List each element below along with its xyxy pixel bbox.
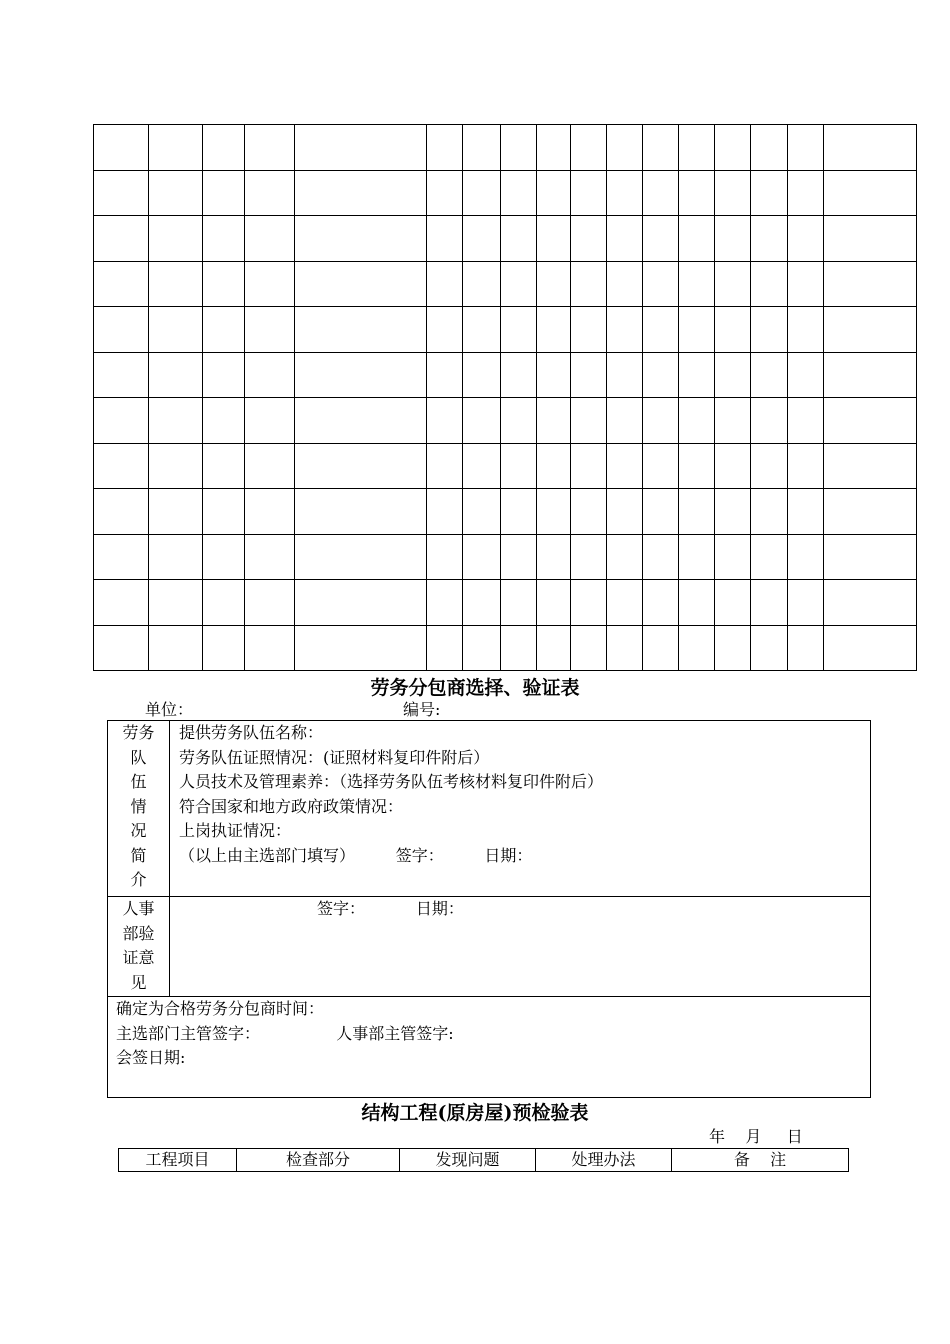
grid-cell <box>607 261 643 307</box>
grid-cell <box>751 443 788 489</box>
grid-cell <box>537 352 571 398</box>
grid-cell <box>245 489 295 535</box>
team-name-field: 提供劳务队伍名称： <box>179 723 324 742</box>
grid-cell <box>245 398 295 444</box>
header-project: 工程项目 <box>119 1149 237 1172</box>
grid-cell <box>679 534 715 580</box>
qualified-date-field: 确定为合格劳务分包商时间： <box>116 999 325 1018</box>
grid-cell <box>501 443 537 489</box>
grid-cell <box>715 489 751 535</box>
grid-cell <box>501 261 537 307</box>
grid-cell <box>824 352 917 398</box>
grid-cell <box>824 534 917 580</box>
grid-cell <box>679 125 715 171</box>
grid-cell <box>94 489 149 535</box>
grid-cell <box>824 580 917 626</box>
grid-cell <box>203 398 245 444</box>
grid-cell <box>94 307 149 353</box>
grid-cell <box>203 352 245 398</box>
grid-cell <box>94 261 149 307</box>
grid-cell <box>571 534 607 580</box>
grid-cell <box>571 125 607 171</box>
grid-cell <box>94 170 149 216</box>
grid-cell <box>751 261 788 307</box>
grid-cell <box>679 443 715 489</box>
grid-cell <box>751 170 788 216</box>
grid-cell <box>149 489 203 535</box>
grid-cell <box>607 398 643 444</box>
header-remarks: 备 注 <box>672 1149 849 1172</box>
grid-cell <box>149 398 203 444</box>
grid-cell <box>643 352 679 398</box>
grid-cell <box>751 489 788 535</box>
grid-cell <box>149 352 203 398</box>
countersign-date-field: 会签日期: <box>116 1048 186 1067</box>
header-resolution: 处理办法 <box>536 1149 672 1172</box>
grid-cell <box>715 625 751 671</box>
grid-cell <box>501 125 537 171</box>
hr-sign-line: 签字： 日期： <box>317 899 464 918</box>
grid-cell <box>607 170 643 216</box>
grid-cell <box>203 580 245 626</box>
grid-cell <box>463 534 501 580</box>
grid-cell <box>537 534 571 580</box>
team-profile-content <box>170 721 871 897</box>
grid-cell <box>715 216 751 262</box>
grid-cell <box>427 307 463 353</box>
inspection-form-title: 结构工程(原房屋)预检验表 <box>361 1102 589 1124</box>
grid-cell <box>295 307 427 353</box>
grid-cell <box>501 534 537 580</box>
grid-cell <box>427 352 463 398</box>
grid-cell <box>751 398 788 444</box>
grid-cell <box>607 534 643 580</box>
grid-cell <box>824 398 917 444</box>
grid-cell <box>245 216 295 262</box>
certification-field: 上岗执证情况： <box>179 821 292 840</box>
grid-cell <box>824 216 917 262</box>
grid-cell <box>463 352 501 398</box>
label-char: 人事 <box>122 899 155 918</box>
grid-cell <box>537 170 571 216</box>
grid-cell <box>537 216 571 262</box>
grid-cell <box>643 216 679 262</box>
grid-cell <box>427 261 463 307</box>
grid-cell <box>149 580 203 626</box>
grid-cell <box>679 307 715 353</box>
grid-cell <box>788 489 824 535</box>
grid-cell <box>751 307 788 353</box>
grid-cell <box>571 261 607 307</box>
grid-cell <box>463 443 501 489</box>
grid-cell <box>149 443 203 489</box>
team-profile-label <box>108 721 170 897</box>
label-char: 劳务 <box>122 723 155 742</box>
grid-cell <box>427 216 463 262</box>
grid-cell <box>751 352 788 398</box>
label-char: 见 <box>130 972 147 992</box>
label-char: 况 <box>130 821 147 840</box>
grid-cell <box>788 307 824 353</box>
grid-cell <box>295 534 427 580</box>
grid-cell <box>607 580 643 626</box>
label-char: 情 <box>130 796 147 816</box>
grid-cell <box>203 125 245 171</box>
grid-cell <box>715 307 751 353</box>
grid-cell <box>571 398 607 444</box>
grid-cell <box>149 625 203 671</box>
grid-cell <box>245 443 295 489</box>
grid-cell <box>427 580 463 626</box>
grid-row <box>94 625 917 671</box>
header-inspected-part: 检查部分 <box>237 1149 400 1172</box>
label-char: 部验 <box>122 923 155 943</box>
grid-cell <box>715 398 751 444</box>
grid-cell <box>607 216 643 262</box>
grid-cell <box>245 170 295 216</box>
grid-cell <box>788 534 824 580</box>
grid-cell <box>607 625 643 671</box>
grid-cell <box>571 170 607 216</box>
grid-cell <box>203 261 245 307</box>
grid-cell <box>571 580 607 626</box>
grid-cell <box>679 489 715 535</box>
grid-cell <box>295 443 427 489</box>
grid-cell <box>149 261 203 307</box>
grid-cell <box>295 398 427 444</box>
grid-cell <box>427 443 463 489</box>
subcontractor-form-title: 劳务分包商选择、验证表 <box>370 677 580 699</box>
grid-cell <box>295 489 427 535</box>
grid-cell <box>295 261 427 307</box>
grid-cell <box>463 261 501 307</box>
grid-cell <box>679 352 715 398</box>
grid-cell <box>571 216 607 262</box>
grid-cell <box>203 216 245 262</box>
grid-cell <box>679 580 715 626</box>
grid-cell <box>788 125 824 171</box>
grid-row <box>94 443 917 489</box>
grid-cell <box>824 307 917 353</box>
label-char: 伍 <box>130 772 147 791</box>
grid-cell <box>571 489 607 535</box>
grid-cell <box>94 625 149 671</box>
grid-cell <box>824 261 917 307</box>
grid-cell <box>427 489 463 535</box>
grid-cell <box>537 125 571 171</box>
grid-cell <box>607 125 643 171</box>
grid-cell <box>295 625 427 671</box>
grid-cell <box>643 580 679 626</box>
grid-cell <box>501 580 537 626</box>
grid-row <box>94 261 917 307</box>
grid-cell <box>245 307 295 353</box>
grid-cell <box>427 534 463 580</box>
grid-row <box>94 216 917 262</box>
grid-cell <box>679 216 715 262</box>
unit-label: 单位： <box>145 700 194 719</box>
grid-cell <box>149 307 203 353</box>
grid-cell <box>427 125 463 171</box>
grid-cell <box>679 398 715 444</box>
grid-row <box>94 580 917 626</box>
grid-cell <box>463 580 501 626</box>
grid-cell <box>203 534 245 580</box>
label-char: 介 <box>130 870 147 889</box>
grid-cell <box>643 534 679 580</box>
grid-cell <box>295 352 427 398</box>
grid-cell <box>203 443 245 489</box>
grid-cell <box>715 443 751 489</box>
grid-cell <box>463 216 501 262</box>
grid-cell <box>295 216 427 262</box>
number-label: 编号: <box>403 700 441 719</box>
grid-cell <box>501 625 537 671</box>
grid-cell <box>788 398 824 444</box>
license-status-field: 劳务队伍证照情况：(证照材料复印件附后） <box>179 747 490 767</box>
grid-cell <box>788 170 824 216</box>
grid-cell <box>571 625 607 671</box>
grid-cell <box>149 534 203 580</box>
grid-cell <box>643 398 679 444</box>
grid-cell <box>679 170 715 216</box>
grid-cell <box>571 443 607 489</box>
grid-cell <box>295 170 427 216</box>
inspection-table <box>118 1148 849 1172</box>
policy-compliance-field: 符合国家和地方政府政策情况： <box>179 796 404 816</box>
grid-row <box>94 489 917 535</box>
grid-cell <box>295 580 427 626</box>
grid-cell <box>245 580 295 626</box>
grid-row <box>94 307 917 353</box>
grid-cell <box>824 489 917 535</box>
grid-cell <box>824 170 917 216</box>
grid-cell <box>679 625 715 671</box>
supervisor-sign-line: 主选部门主管签字： 人事部主管签字: <box>116 1023 454 1043</box>
grid-cell <box>501 170 537 216</box>
grid-cell <box>463 489 501 535</box>
grid-cell <box>537 625 571 671</box>
grid-cell <box>788 261 824 307</box>
grid-cell <box>751 534 788 580</box>
grid-cell <box>715 352 751 398</box>
grid-cell <box>295 125 427 171</box>
grid-cell <box>501 216 537 262</box>
grid-cell <box>203 307 245 353</box>
grid-row <box>94 170 917 216</box>
primary-dept-sign-line: （以上由主选部门填写） 签字： 日期： <box>179 845 533 865</box>
grid-row <box>94 398 917 444</box>
grid-cell <box>94 125 149 171</box>
grid-cell <box>643 261 679 307</box>
grid-cell <box>607 489 643 535</box>
grid-cell <box>537 261 571 307</box>
grid-cell <box>715 261 751 307</box>
grid-cell <box>607 443 643 489</box>
label-char: 证意 <box>122 948 155 967</box>
grid-cell <box>203 170 245 216</box>
grid-cell <box>245 534 295 580</box>
grid-cell <box>537 580 571 626</box>
grid-cell <box>245 125 295 171</box>
grid-cell <box>245 261 295 307</box>
grid-cell <box>607 307 643 353</box>
grid-cell <box>463 398 501 444</box>
grid-cell <box>203 489 245 535</box>
grid-cell <box>715 170 751 216</box>
grid-cell <box>788 625 824 671</box>
grid-cell <box>245 625 295 671</box>
grid-cell <box>788 443 824 489</box>
grid-cell <box>149 170 203 216</box>
grid-cell <box>463 125 501 171</box>
subcontractor-form-table <box>107 720 871 1098</box>
label-char: 简 <box>130 845 147 865</box>
inspection-date-line: 年 月 日 <box>709 1127 803 1146</box>
grid-cell <box>537 489 571 535</box>
grid-cell <box>94 398 149 444</box>
grid-cell <box>715 580 751 626</box>
grid-cell <box>149 216 203 262</box>
grid-cell <box>537 443 571 489</box>
hr-verification-content <box>170 897 871 997</box>
blank-grid-table <box>93 124 917 671</box>
grid-cell <box>203 625 245 671</box>
grid-cell <box>94 580 149 626</box>
grid-cell <box>643 307 679 353</box>
staff-quality-field: 人员技术及管理素养：（选择劳务队伍考核材料复印件附后） <box>179 772 604 791</box>
grid-row <box>94 534 917 580</box>
grid-cell <box>537 398 571 444</box>
grid-cell <box>501 398 537 444</box>
grid-cell <box>94 216 149 262</box>
grid-cell <box>245 352 295 398</box>
grid-cell <box>751 125 788 171</box>
grid-cell <box>501 307 537 353</box>
grid-cell <box>463 625 501 671</box>
grid-cell <box>427 398 463 444</box>
grid-cell <box>824 125 917 171</box>
grid-cell <box>751 216 788 262</box>
grid-cell <box>607 352 643 398</box>
label-char: 队 <box>130 747 147 767</box>
grid-cell <box>751 625 788 671</box>
grid-cell <box>751 580 788 626</box>
grid-cell <box>537 307 571 353</box>
grid-cell <box>643 625 679 671</box>
grid-cell <box>824 443 917 489</box>
grid-row <box>94 352 917 398</box>
grid-cell <box>643 170 679 216</box>
qualification-confirmation <box>108 997 871 1098</box>
grid-cell <box>501 489 537 535</box>
grid-cell <box>571 307 607 353</box>
grid-cell <box>643 489 679 535</box>
grid-cell <box>679 261 715 307</box>
grid-cell <box>788 352 824 398</box>
grid-cell <box>715 534 751 580</box>
grid-cell <box>643 443 679 489</box>
grid-cell <box>788 580 824 626</box>
grid-cell <box>427 170 463 216</box>
grid-cell <box>94 352 149 398</box>
grid-cell <box>571 352 607 398</box>
grid-cell <box>824 625 917 671</box>
grid-row <box>94 125 917 171</box>
grid-cell <box>94 443 149 489</box>
grid-cell <box>463 170 501 216</box>
grid-cell <box>788 216 824 262</box>
grid-cell <box>463 307 501 353</box>
hr-verification-label <box>108 897 170 997</box>
grid-cell <box>149 125 203 171</box>
grid-cell <box>643 125 679 171</box>
grid-cell <box>427 625 463 671</box>
header-issues-found: 发现问题 <box>400 1149 536 1172</box>
grid-cell <box>715 125 751 171</box>
grid-cell <box>501 352 537 398</box>
grid-cell <box>94 534 149 580</box>
